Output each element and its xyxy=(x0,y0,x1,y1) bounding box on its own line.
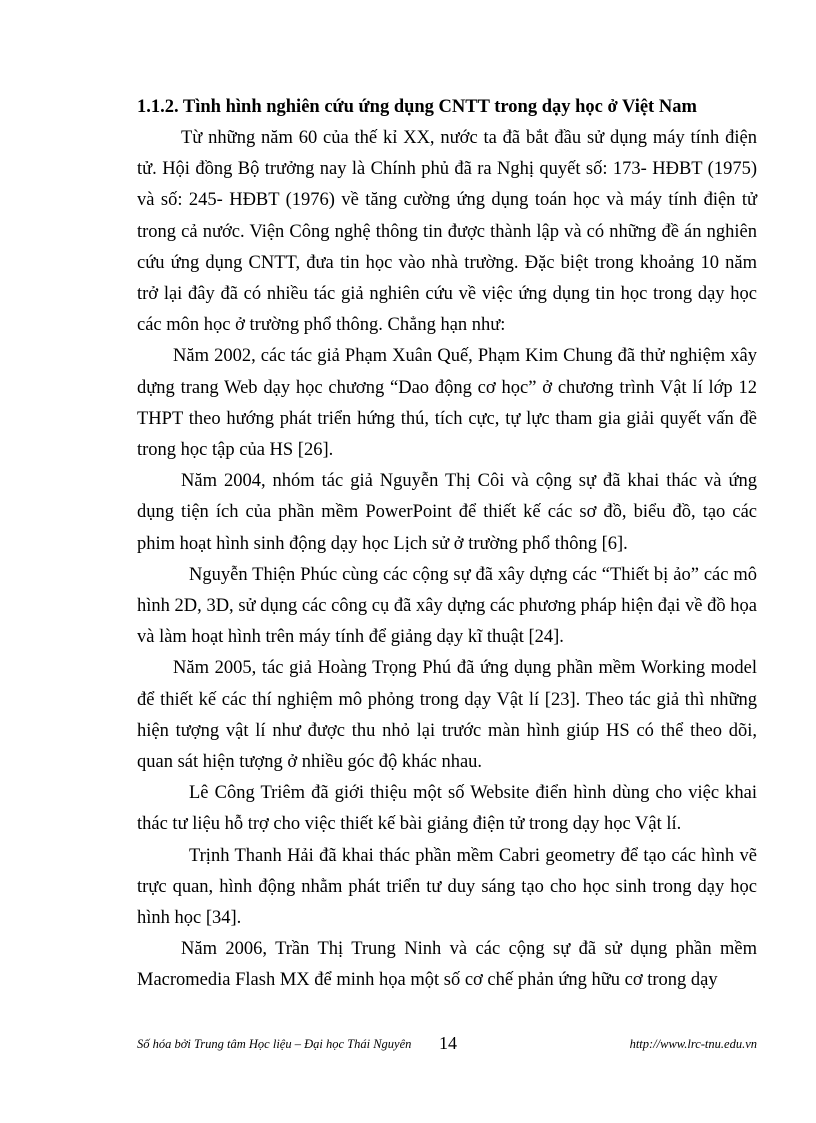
section-heading: 1.1.2. Tình hình nghiên cứu ứng dụng CNTT trong dạy học ở Việt Nam xyxy=(137,97,697,117)
paragraph-nguyen-thien-phuc: Nguyễn Thiện Phúc cùng các cộng sự đã xây dựng các “Thiết bị ảo” các mô hình 2D, 3D, sử dụng các công cụ đã xây dựng các phương pháp hiện đại về đồ họa và làm hoạt hình trên máy tính để giảng dạy kĩ thuật [24]. xyxy=(137,564,757,648)
paragraph-2002: Năm 2002, các tác giả Phạm Xuân Quế, Phạm Kim Chung đã thử nghiệm xây dựng trang Web dạy học chương “Dao động cơ học” ở chương trình Vật lí lớp 12 THPT theo hướng phát triển hứng thú, tích cực, tự lực tham gia giải quyết vấn đề trong học tập của HS [26]. xyxy=(137,346,757,461)
footer-link[interactable]: http://www.lrc-tnu.edu.vn xyxy=(629,1037,757,1051)
paragraph-trinh-thanh-hai: Trịnh Thanh Hải đã khai thác phần mềm Cabri geometry để tạo các hình vẽ trực quan, hình động nhằm phát triển tư duy sáng tạo cho học sinh trong dạy học hình học [34]. xyxy=(137,845,757,929)
paragraph-2004: Năm 2004, nhóm tác giả Nguyễn Thị Côi và cộng sự đã khai thác và ứng dụng tiện ích của phần mềm PowerPoint để thiết kế các sơ đồ, biểu đồ, tạo các phim hoạt hình sinh động dạy học Lịch sử ở trường phổ thông [6]. xyxy=(137,471,757,554)
paragraph-2005: Năm 2005, tác giả Hoàng Trọng Phú đã ứng dụng phần mềm Working model để thiết kế các thí nghiệm mô phỏng trong dạy Vật lí [23]. Theo tác giả thì những hiện tượng vật lí như được thu nhỏ lại trước màn hình giúp HS có thể theo dõi, quan sát hiện tượng ở nhiều góc độ khác nhau. xyxy=(137,658,757,773)
page-content xyxy=(137,92,757,997)
paragraph-intro: Từ những năm 60 của thế kỉ XX, nước ta đã bắt đầu sử dụng máy tính điện tử. Hội đồng Bộ trưởng nay là Chính phủ đã ra Nghị quyết số: 173- HĐBT (1975) và số: 245- HĐBT (1976) về tăng cường ứng dụng toán học và máy tính điện tử trong cả nước. Viện Công nghệ thông tin được thành lập và có những đề án nghiên cứu ứng dụng CNTT, đưa tin học vào nhà trường. Đặc biệt trong khoảng 10 năm trở lại đây đã có nhiều tác giả nghiên cứu về việc ứng dụng tin học trong dạy học các môn học ở trường phổ thông. Chẳng hạn như: xyxy=(137,128,757,336)
page-number: 14 xyxy=(439,1033,457,1053)
paragraph-2006: Năm 2006, Trần Thị Trung Ninh và các cộng sự đã sử dụng phần mềm Macromedia Flash MX để minh họa một số cơ chế phản ứng hữu cơ trong dạy xyxy=(137,939,757,991)
page-footer xyxy=(137,1033,757,1057)
footer-source: Số hóa bởi Trung tâm Học liệu – Đại học Thái Nguyên xyxy=(137,1037,412,1051)
paragraph-le-cong-triem: Lê Công Triêm đã giới thiệu một số Website điển hình dùng cho việc khai thác tư liệu hỗ trợ cho việc thiết kế bài giảng điện tử trong dạy học Vật lí. xyxy=(137,783,757,835)
